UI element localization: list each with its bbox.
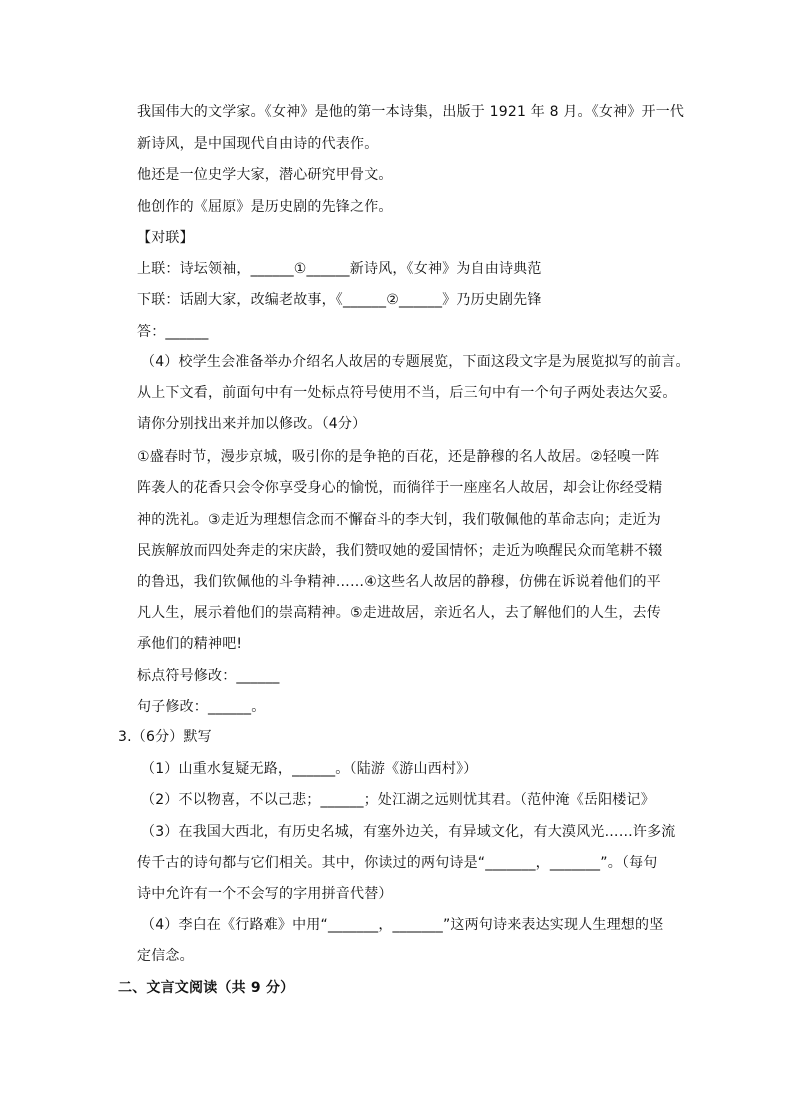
- couplet-answer: 答：______: [137, 324, 209, 340]
- passage-line: 阵袭人的花香只会令你享受身心的愉悦，而徜徉于一座座名人故居，却会让你经受精: [137, 480, 663, 496]
- intro-line-4: 他创作的《屈原》是历史剧的先锋之作。: [137, 199, 393, 215]
- q3-item-4-line-2: 定信念。: [137, 948, 194, 964]
- intro-line-3: 他还是一位史学大家，潜心研究甲骨文。: [137, 167, 393, 183]
- section-2-heading: 二、文言文阅读（共 9 分）: [118, 980, 295, 996]
- q4-prompt-line-2: 从上下文看，前面句中有一处标点符号使用不当，后三句中有一个句子两处表达欠妥。: [137, 385, 677, 401]
- intro-line-1: 我国伟大的文学家。《女神》是他的第一本诗集，出版于 1921 年 8 月。《女神》开一代: [137, 104, 685, 120]
- passage-line: 承他们的精神吧!: [137, 636, 243, 652]
- q4-prompt-line-3: 请你分别找出来并加以修改。（4分）: [137, 416, 367, 432]
- q3-item-2: （2）不以物喜，不以己悲；______；处江湖之远则忧其君。（范仲淹《岳阳楼记》: [141, 792, 655, 808]
- couplet-heading: 【对联】: [137, 230, 194, 246]
- q3-item-3-line-1: （3）在我国大西北，有历史名城，有塞外边关，有异域文化，有大漠风光……许多流: [141, 824, 676, 840]
- q3-item-4-line-1: （4）李白在《行路难》中用“_______，_______”这两句诗来表达实现人生理想的坚: [141, 917, 664, 933]
- passage-line: 民族解放而四处奔走的宋庆龄，我们赞叹她的爱国情怀；走近为唤醒民众而笔耕不辍: [137, 543, 663, 559]
- q3-item-1: （1）山重水复疑无路，______。（陆游《游山西村》）: [141, 761, 478, 777]
- q4-prompt-line-1: （4）校学生会准备举办介绍名人故居的专题展览，下面这段文字是为展览拟写的前言。: [141, 354, 690, 370]
- q3-item-3-line-3: 诗中允许有一个不会写的字用拼音代替）: [137, 886, 393, 902]
- answer-sentence: 句子修改：______。: [137, 699, 266, 715]
- couplet-lower: 下联：话剧大家，改编老故事，《______②______》乃历史剧先锋: [137, 292, 542, 308]
- passage-line: 神的洗礼。③走近为理想信念而不懈奋斗的李大钊，我们敬佩他的革命志向；走近为: [137, 512, 661, 528]
- passage-line: ①盛春时节，漫步京城，吸引你的是争艳的百花，还是静穆的名人故居。②轻嗅一阵: [137, 449, 660, 465]
- answer-punctuation: 标点符号修改：______: [137, 668, 280, 684]
- passage-line: 的鲁迅，我们钦佩他的斗争精神……④这些名人故居的静穆，仿佛在诉说着他们的平: [137, 574, 661, 590]
- q3-item-3-line-2: 传千古的诗句都与它们相关。其中，你读过的两句诗是“_______，_______”。（每句: [137, 855, 658, 871]
- intro-line-2: 新诗风，是中国现代自由诗的代表作。: [137, 136, 379, 152]
- question-3-heading: 3.（6分）默写: [118, 729, 212, 745]
- couplet-upper: 上联：诗坛领袖，______①______新诗风，《女神》为自由诗典范: [137, 261, 542, 277]
- passage-line: 凡人生，展示着他们的崇高精神。⑤走进故居，亲近名人，去了解他们的人生，去传: [137, 605, 661, 621]
